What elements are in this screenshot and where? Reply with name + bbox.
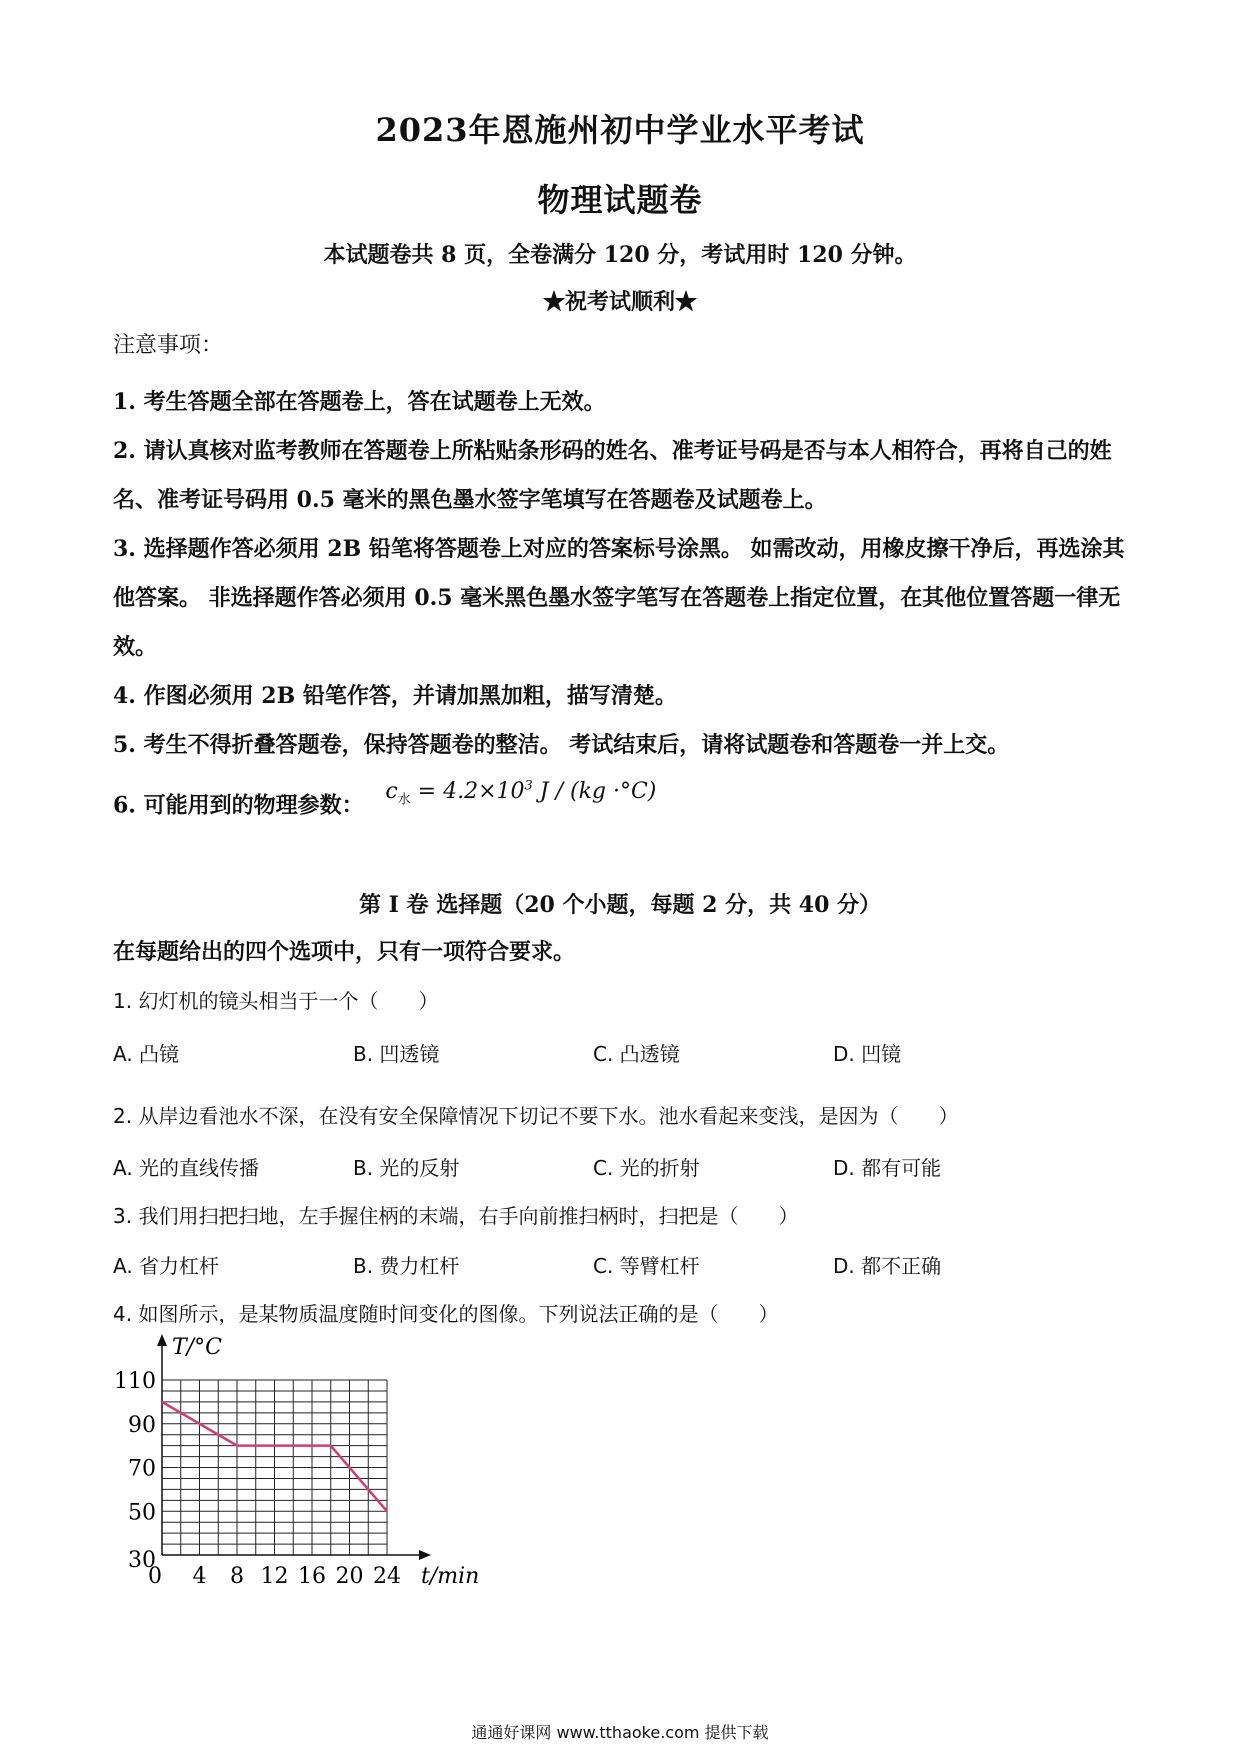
formula-unit: J / (kg ·°C) (532, 779, 657, 805)
x-tick-label: 16 (298, 1564, 326, 1589)
footer-source: 通通好课网 www.tthaoke.com 提供下载 (471, 1723, 769, 1742)
option-d: D. 都不正确 (833, 1254, 942, 1278)
x-axis-arrow (419, 1550, 431, 1560)
section-instruction: 在每题给出的四个选项中，只有一项符合要求。 (113, 939, 576, 965)
note-item-2: 2. 请认真核对监考教师在答题卷上所粘贴条形码的姓名、准考证号码是否与本人相符合，再将自己的姓名、准考证号码用 0.5 毫米的黑色墨水签字笔填写在答题卷及试题卷上。 (113, 438, 1112, 513)
option-a: A. 光的直线传播 (113, 1156, 260, 1180)
section-title: 第 I 卷 选择题（20 个小题，每题 2 分，共 40 分） (358, 892, 882, 918)
option-b: B. 凹透镜 (353, 1042, 440, 1066)
y-tick-label: 30 (128, 1548, 156, 1573)
option-a: A. 省力杠杆 (113, 1254, 220, 1278)
subject-title: 物理试题卷 (537, 181, 703, 219)
option-b: B. 费力杠杆 (353, 1254, 460, 1278)
x-tick-label: 0 (148, 1564, 162, 1589)
exam-info: 本试题卷共 8 页，全卷满分 120 分，考试用时 120 分钟。 (323, 242, 917, 268)
question-1-options (113, 1038, 1073, 1067)
note-item-4: 4. 作图必须用 2B 铅笔作答，并请加黑加粗，描写清楚。 (113, 683, 677, 709)
notes-heading: 注意事项： (113, 333, 224, 358)
notes-section (113, 330, 1133, 839)
x-tick-label: 4 (192, 1564, 207, 1589)
formula-subscript: 水 (397, 792, 411, 808)
note-item-6-label: 6. 可能用到的物理参数： (113, 792, 364, 819)
y-tick-label: 110 (114, 1369, 156, 1394)
y-tick-label: 50 (128, 1500, 156, 1526)
question-4-stem: 4. 如图所示，是某物质温度随时间变化的图像。下列说法正确的是（ ） (113, 1302, 779, 1326)
formula-c: c (385, 779, 398, 805)
option-d: D. 都有可能 (833, 1156, 942, 1180)
x-tick-label: 8 (230, 1564, 244, 1589)
x-tick-label: 24 (373, 1564, 401, 1589)
note-item-6 (113, 776, 1133, 839)
question-3-options (113, 1250, 1073, 1279)
option-a: A. 凸镜 (113, 1042, 180, 1066)
question-1-stem: 1. 幻灯机的镜头相当于一个（ ） (113, 989, 439, 1013)
y-axis-arrow (157, 1334, 167, 1346)
note-item-3: 3. 选择题作答必须用 2B 铅笔将答题卷上对应的答案标号涂黑。 如需改动，用橡皮擦干净后，再选涂其他答案。 非选择题作答必须用 0.5 毫米黑色墨水签字笔写在答题卷上指定位置，在其他位置答题一律无效。 (113, 536, 1125, 660)
good-luck-line: ★祝考试顺利★ (542, 289, 697, 315)
option-d: D. 凹镜 (833, 1042, 902, 1066)
option-c: C. 等臂杠杆 (593, 1254, 700, 1278)
y-axis-label: T/°C (172, 1335, 222, 1360)
formula-exponent: 3 (524, 779, 533, 794)
note-item-5: 5. 考生不得折叠答题卷，保持答题卷的整洁。 考试结束后，请将试题卷和答题卷一并上交。 (113, 732, 1010, 758)
y-tick-label: 90 (128, 1412, 156, 1438)
option-c: C. 光的折射 (593, 1156, 700, 1180)
option-c: C. 凸透镜 (593, 1042, 680, 1066)
question-2-stem: 2. 从岸边看池水不深，在没有安全保障情况下切记不要下水。池水看起来变浅，是因为（ ） (113, 1104, 959, 1128)
formula-eq: = 4.2×10 (410, 779, 525, 805)
x-tick-label: 20 (335, 1564, 364, 1589)
y-tick-label: 70 (128, 1456, 156, 1482)
x-tick-label: 12 (260, 1564, 289, 1589)
exam-title: 2023年恩施州初中学业水平考试 (375, 111, 865, 149)
option-b: B. 光的反射 (353, 1156, 460, 1180)
temperature-time-chart (100, 1330, 480, 1600)
question-2-options (113, 1152, 1073, 1181)
note-item-1: 1. 考生答题全部在答题卷上，答在试题卷上无效。 (113, 389, 606, 415)
water-heat-capacity-formula (385, 779, 657, 808)
x-axis-label: t/min (421, 1564, 480, 1589)
question-3-stem: 3. 我们用扫把扫地，左手握住柄的末端，右手向前推扫柄时，扫把是（ ） (113, 1204, 799, 1228)
